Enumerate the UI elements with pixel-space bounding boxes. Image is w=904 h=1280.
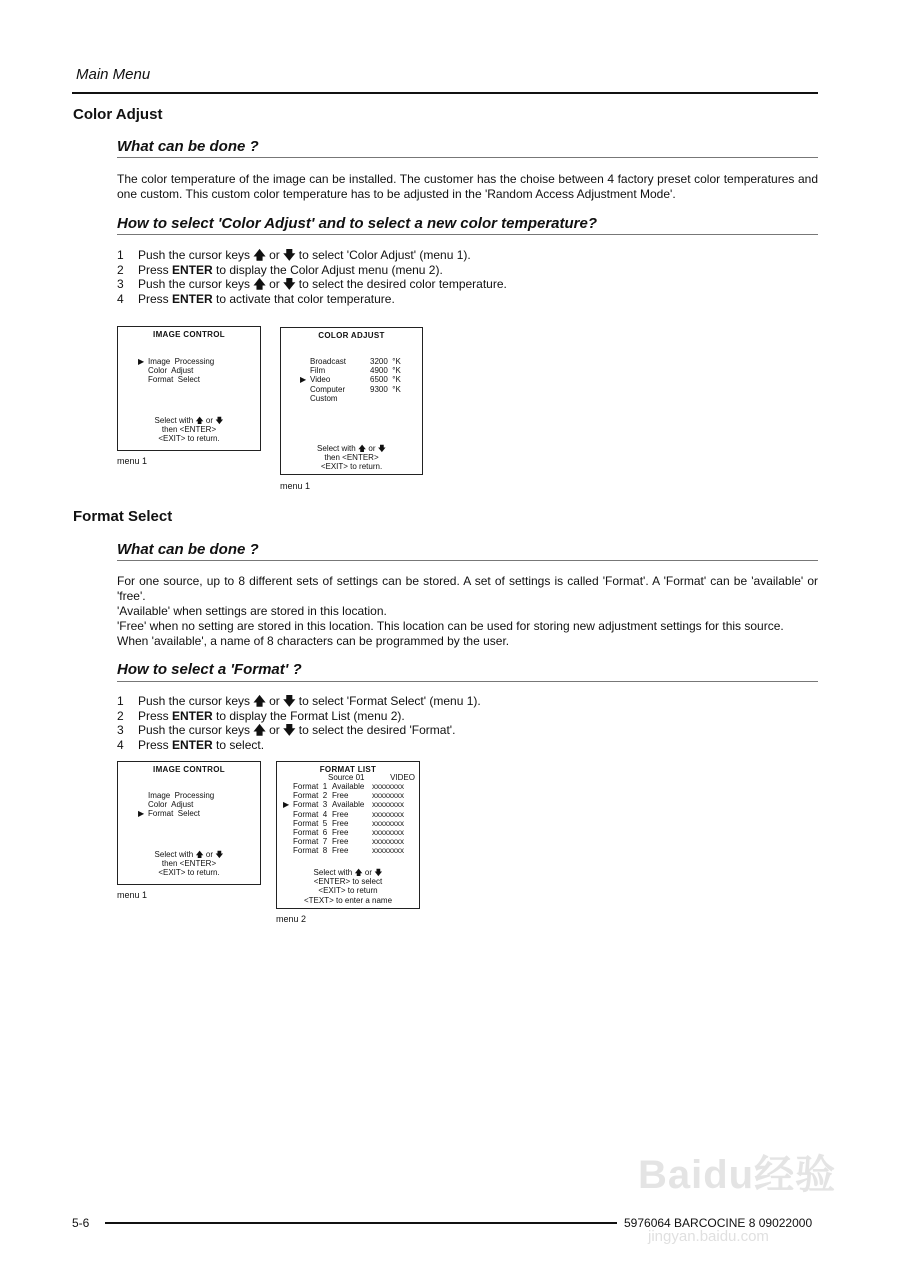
menu-help-line: Select with 🡅 or 🡇 xyxy=(317,444,386,453)
arrow-down-icon: 🡇 xyxy=(283,694,296,708)
menu-item: Format 7 Free xxxxxxxx xyxy=(293,837,404,847)
subheading-what-can-be-done: What can be done ? xyxy=(117,541,259,558)
menu-help-line: Select with 🡅 or 🡇 xyxy=(154,850,224,859)
subheading-how-to-select-color-adjust: How to select 'Color Adjust' and to select a new color temperature? xyxy=(117,215,597,232)
menu-help-line: <EXIT> to return. xyxy=(320,462,383,472)
arrow-up-icon: 🡅 xyxy=(253,277,266,292)
selection-pointer-icon: ▶ xyxy=(138,809,145,819)
step-item: 2 Press ENTER to display the Color Adjust menu (menu 2). xyxy=(117,262,443,277)
selection-pointer-icon: ▶ xyxy=(300,375,307,385)
menu-item: Format 5 Free xxxxxxxx xyxy=(293,818,404,828)
arrow-up-icon: 🡅 xyxy=(253,723,266,738)
selection-pointer-icon: ▶ xyxy=(283,800,290,810)
step-item: 1 Push the cursor keys 🡅 or 🡇 to select 'Color Adjust' (menu 1). xyxy=(117,248,471,262)
arrow-up-icon: 🡅 xyxy=(253,248,266,262)
footer-page-number: 5-6 xyxy=(72,1216,90,1230)
menu-item: Format 2 Free xxxxxxxx xyxy=(293,791,404,801)
color-adjust-description: The color temperature of the image can be installed. The customer has the choise between 4 factory preset color temperatures and one custom. This custom color temperature has to be adjusted in the 'Random Access Adjustment Mode'. xyxy=(117,172,818,201)
menu-item: ▶ Format 3 Available xxxxxxxx xyxy=(283,800,404,810)
menu-help-line: then <ENTER> xyxy=(324,453,379,463)
menu-title: COLOR ADJUST xyxy=(318,331,385,340)
footer-document-id: 5976064 BARCOCINE 8 09022000 xyxy=(624,1216,813,1230)
selection-pointer-icon: ▶ xyxy=(138,357,145,366)
menu-caption: menu 2 xyxy=(276,914,307,924)
subheading-rule xyxy=(117,560,818,561)
section-title-color-adjust: Color Adjust xyxy=(73,106,163,123)
menu-item: ▶ Format Select xyxy=(138,809,201,819)
menu-item: Format 1 Available xxxxxxxx xyxy=(293,782,404,791)
step-item: 4 Press ENTER to activate that color temperature. xyxy=(117,291,395,306)
subheading-how-to-select-format: How to select a 'Format' ? xyxy=(117,661,302,678)
arrow-down-icon: 🡇 xyxy=(283,277,296,292)
arrow-down-icon: 🡇 xyxy=(283,723,296,738)
menu-format-list-box xyxy=(276,761,420,909)
menu-caption: menu 1 xyxy=(280,481,311,491)
arrow-down-icon: 🡇 xyxy=(283,248,296,262)
menu-source-type: VIDEO xyxy=(390,773,415,782)
menu-help-line: <ENTER> to select xyxy=(313,877,383,887)
watermark-logo: Baidu经验 xyxy=(638,1153,837,1197)
subheading-rule xyxy=(117,681,818,682)
menu-caption: menu 1 xyxy=(117,890,148,900)
format-select-description: For one source, up to 8 different sets of settings can be stored. A set of settings is called 'Format'. A 'Format' can be 'available' or 'free'. 'Available' when settings are stored in this location. 'Free' when no setting are stored in this location. This location can be used for storing new adjustment settings for this source. When 'available', a name of 8 characters can be programmed by the user. xyxy=(117,574,818,648)
menu-help-line: <EXIT> to return xyxy=(318,886,378,896)
format-select-steps xyxy=(117,694,818,752)
menu-caption: menu 1 xyxy=(117,456,148,466)
watermark-url: jingyan.baidu.com xyxy=(648,1228,769,1245)
menu-item: Custom xyxy=(310,393,338,403)
subheading-what-can-be-done: What can be done ? xyxy=(117,138,259,155)
menu-help-line: <EXIT> to return. xyxy=(158,434,220,444)
menu-source-label: Source 01 xyxy=(328,773,365,782)
menu-item: Format 6 Free xxxxxxxx xyxy=(293,828,404,838)
menu-help-line: <EXIT> to return. xyxy=(158,868,220,878)
menu-title: IMAGE CONTROL xyxy=(153,765,225,774)
step-item: 3 Push the cursor keys 🡅 or 🡇 to select the desired 'Format'. xyxy=(117,723,456,738)
menu-help-line: then <ENTER> xyxy=(161,859,217,869)
step-item: 2 Press ENTER to display the Format List (menu 2). xyxy=(117,708,405,723)
menu-item: Computer 9300 °K xyxy=(310,384,401,394)
menu-color-adjust-box xyxy=(280,327,423,475)
menu-title: IMAGE CONTROL xyxy=(153,330,225,339)
menu-help-line: <TEXT> to enter a name xyxy=(303,895,393,905)
menu-item: Film 4900 °K xyxy=(310,366,401,376)
step-item: 3 Push the cursor keys 🡅 or 🡇 to select the desired color temperature. xyxy=(117,277,507,292)
menu-item: Image Processing xyxy=(148,791,215,800)
menu-help-line: Select with 🡅 or 🡇 xyxy=(313,868,383,877)
color-adjust-steps xyxy=(117,248,818,306)
subheading-rule xyxy=(117,234,818,235)
page-header-title: Main Menu xyxy=(76,66,151,83)
step-item: 4 Press ENTER to select. xyxy=(117,737,265,752)
menu-item: ▶ Image Processing xyxy=(138,357,215,366)
footer-divider xyxy=(105,1222,617,1224)
section-title-format-select: Format Select xyxy=(73,508,173,525)
menu-item: Color Adjust xyxy=(148,800,194,810)
menu-title: FORMAT LIST xyxy=(319,765,377,774)
menu-item: ▶ Video 6500 °K xyxy=(300,375,401,385)
step-item: 1 Push the cursor keys 🡅 or 🡇 to select 'Format Select' (menu 1). xyxy=(117,694,481,708)
menu-item: Format 8 Free xxxxxxxx xyxy=(293,846,404,856)
menu-item: Broadcast 3200 °K xyxy=(310,357,401,366)
header-divider xyxy=(72,92,818,94)
subheading-rule xyxy=(117,157,818,158)
menu-item: Format 4 Free xxxxxxxx xyxy=(293,809,404,819)
menu-image-control-box xyxy=(117,761,261,885)
arrow-up-icon: 🡅 xyxy=(253,694,266,708)
menu-help-line: Select with 🡅 or 🡇 xyxy=(154,416,224,425)
menu-item: Color Adjust xyxy=(148,366,194,376)
menu-image-control-box xyxy=(117,326,261,451)
menu-help-line: then <ENTER> xyxy=(161,425,217,435)
menu-item: Format Select xyxy=(148,375,201,385)
